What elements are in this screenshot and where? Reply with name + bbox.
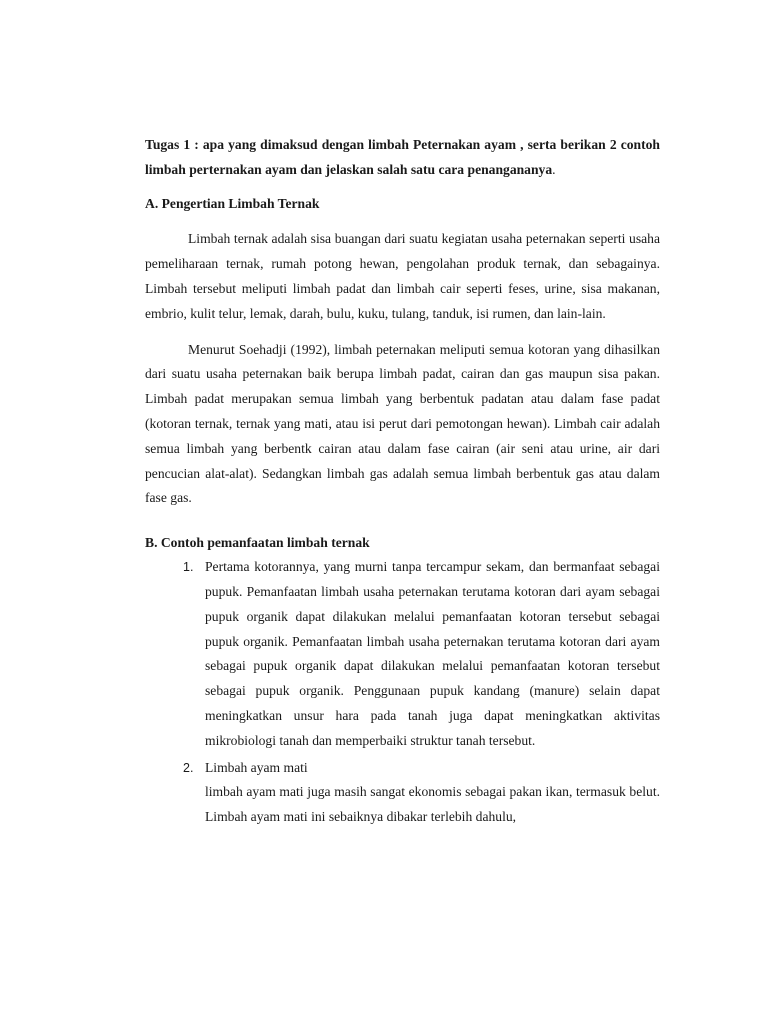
list-item-title: Limbah ayam mati bbox=[205, 759, 308, 775]
task-end-punctuation: . bbox=[552, 161, 556, 177]
section-a-paragraph-1: Limbah ternak adalah sisa buangan dari suatu kegiatan usaha peternakan seperti usaha pemeliharaan ternak, rumah potong hewan, pengolahan produk ternak, dan sebagainya. Limbah tersebut meliputi limbah padat dan limbah cair seperti feses, urine, sisa makanan, embrio, kulit telur, lemak, darah, bulu, kuku, tulang, tanduk, isi rumen, dan lain-lain. bbox=[145, 231, 660, 321]
list-item-text: limbah ayam mati juga masih sangat ekonomis sebagai pakan ikan, termasuk belut. Limbah ayam mati ini sebaiknya dibakar terlebih dahulu, bbox=[205, 784, 660, 825]
list-item-text: Pertama kotorannya, yang murni tanpa tercampur sekam, dan bermanfaat sebagai pupuk. Pemanfaatan limbah usaha peternakan terutama kotoran dari ayam sebagai pupuk organik dapat dilakukan melalui pemanfaatan kotoran tersebut sebagai pupuk organik. Pemanfaatan limbah usaha peternakan terutama kotoran dari ayam sebagai pupuk organik dapat dilakukan melalui pemanfaatan kotoran tersebut sebagai pupuk organik. Penggunaan pupuk kandang (manure) selain dapat meningkatkan unsur hara pada tanah juga dapat meningkatkan aktivitas mikrobiologi tanah dan memperbaiki struktur tanah tersebut. bbox=[205, 559, 660, 748]
task-question bbox=[145, 133, 660, 183]
section-a-heading: A. Pengertian Limbah Ternak bbox=[145, 195, 320, 211]
section-b-heading: B. Contoh pemanfaatan limbah ternak bbox=[145, 535, 370, 551]
section-b-list bbox=[145, 555, 660, 830]
list-item-number: 1. bbox=[183, 560, 194, 575]
list-item bbox=[145, 555, 660, 753]
list-item-number: 2. bbox=[183, 760, 194, 775]
list-item bbox=[145, 756, 660, 830]
document-body bbox=[145, 133, 660, 830]
section-a-paragraph-2: Menurut Soehadji (1992), limbah peternakan meliputi semua kotoran yang dihasilkan dari suatu usaha peternakan baik berupa limbah padat, cairan dan gas maupun sisa pakan. Limbah padat merupakan semua limbah yang berbentuk padatan atau dalam fase padat (kotoran ternak, ternak yang mati, atau isi perut dari pemotongan hewan). Limbah cair adalah semua limbah yang berbentk cairan atau dalam fase cairan (air seni atau urine, air dari pencucian alat-alat). Sedangkan limbah gas adalah semua limbah berbentuk gas atau dalam fase gas. bbox=[145, 341, 660, 506]
task-text: Tugas 1 : apa yang dimaksud dengan limbah Peternakan ayam , serta berikan 2 contoh limbah perternakan ayam dan jelaskan salah satu cara penangananya bbox=[145, 137, 660, 177]
